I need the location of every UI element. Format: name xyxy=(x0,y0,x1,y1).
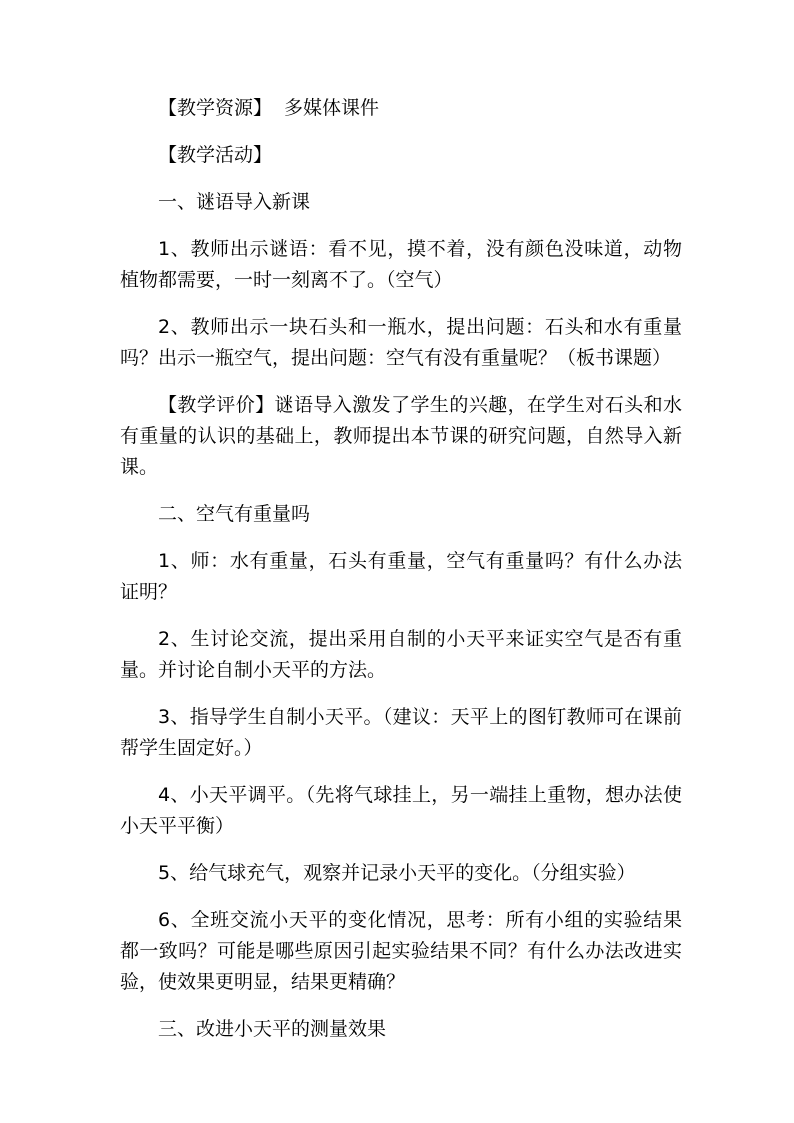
teaching-resources-label: 【教学资源】 xyxy=(158,97,273,119)
teaching-resources-line xyxy=(120,93,682,124)
section-title-improve-balance: 三、改进小天平的测量效果 xyxy=(158,1018,387,1040)
paragraph-student-discussion: 2、生讨论交流，提出采用自制的小天平来证实空气是否有重量。并讨论自制小天平的方法。 xyxy=(120,628,682,681)
teaching-activities-label: 【教学活动】 xyxy=(158,144,273,166)
paragraph-teacher-question: 1、师：水有重量，石头有重量，空气有重量吗？有什么办法证明？ xyxy=(120,550,682,603)
teaching-resources-value: 多媒体课件 xyxy=(284,97,380,119)
paragraph-adjust-balance: 4、小天平调平。（先将气球挂上，另一端挂上重物，想办法使小天平平衡） xyxy=(120,784,682,837)
paragraph-class-exchange: 6、全班交流小天平的变化情况，思考：所有小组的实验结果都一致吗？可能是哪些原因引起实验结果不同？有什么办法改进实验，使效果更明显，结果更精确？ xyxy=(120,909,682,993)
section-title-riddle-intro: 一、谜语导入新课 xyxy=(158,191,311,213)
paragraph-riddle: 1、教师出示谜语：看不见，摸不着，没有颜色没味道，动物植物都需要，一时一刻离不了。（空气） xyxy=(120,238,682,291)
section-title-air-weight: 二、空气有重量吗 xyxy=(158,503,311,525)
paragraph-make-balance: 3、指导学生自制小天平。（建议：天平上的图钉教师可在课前帮学生固定好。） xyxy=(120,706,682,759)
paragraph-inflate-balloon: 5、给气球充气，观察并记录小天平的变化。（分组实验） xyxy=(158,862,636,884)
document-content xyxy=(120,93,682,1061)
paragraph-stone-water-question: 2、教师出示一块石头和一瓶水，提出问题：石头和水有重量吗？出示一瓶空气，提出问题：空气有没有重量呢？（板书课题） xyxy=(120,316,682,369)
paragraph-teaching-evaluation: 【教学评价】谜语导入激发了学生的兴趣，在学生对石头和水有重量的认识的基础上，教师提出本节课的研究问题，自然导入新课。 xyxy=(120,394,682,478)
